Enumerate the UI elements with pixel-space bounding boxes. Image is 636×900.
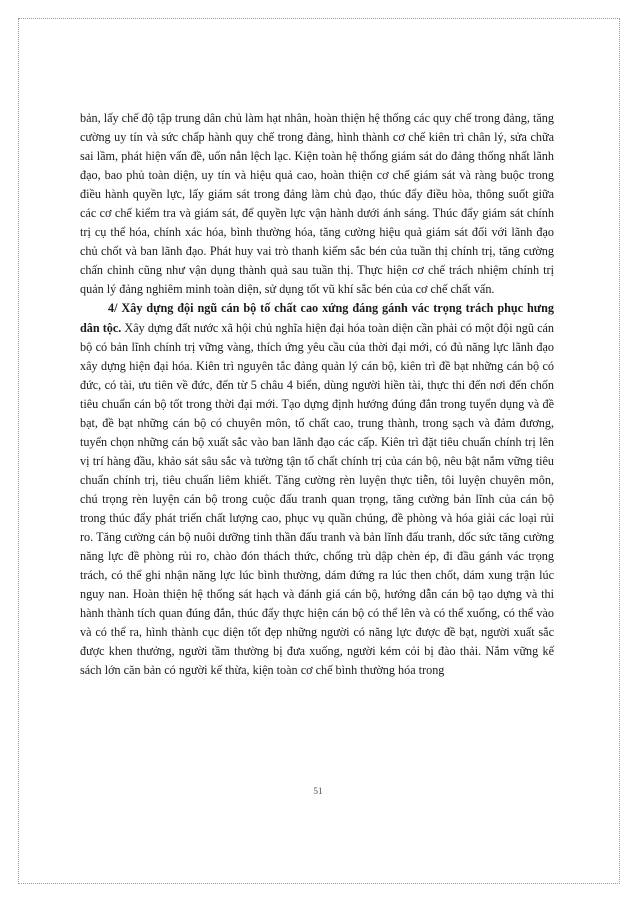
page-number: 51	[313, 787, 323, 797]
paragraph-supervision: bản, lấy chế độ tập trung dân chủ làm hạt nhân, hoàn thiện hệ thống các quy chế trong đảng, tăng cường uy tín và sức chấp hành quy chế trong đảng, hình thành cơ chế kiên trì chân lý, sửa chữa sai lầm, phát hiện vấn đề, uốn nắn lệch lạc. Kiện toàn hệ thống giám sát do đảng thống nhất lãnh đạo, bao phủ toàn diện, uy tín và hiệu quả cao, hoàn thiện cơ chế giám sát và ràng buộc trong điều hành quyền lực, lấy giám sát trong đảng làm chủ đạo, thúc đẩy điều hòa, thông suốt giữa các cơ chế kiểm tra và giám sát, để quyền lực vận hành dưới ánh sáng. Thúc đẩy giám sát chính trị cụ thể hóa, chính xác hóa, bình thường hóa, tăng cường hiệu quả giám sát đối với lãnh đạo chủ chốt và ban lãnh đạo. Phát huy vai trò thanh kiếm sắc bén của tuần thị chính trị, tăng cường chấn chỉnh cũng như vận dụng thành quả sau tuần thị. Thực hiện cơ chế trách nhiệm chính trị quản lý đảng nghiêm minh toàn diện, sử dụng tốt vũ khí sắc bén của cơ chế chất vấn.	[80, 111, 554, 297]
document-body	[80, 109, 554, 680]
paragraph-cadre-team	[80, 299, 554, 680]
section-heading: 4/ Xây dựng đội ngũ cán bộ tố chất cao xứng đáng gánh vác trọng trách phục hưng dân tộc.	[80, 301, 554, 335]
paragraph-text: Xây dựng đất nước xã hội chủ nghĩa hiện đại hóa toàn diện cần phải có một đội ngũ cán bộ có bản lĩnh chính trị vững vàng, thích ứng yêu cầu của thời đại mới, có đủ năng lực lãnh đạo xây dựng hiện đại hóa. Kiên trì nguyên tắc đảng quản lý cán bộ, kiên trì đề bạt những cán bộ có đức, có tài, ưu tiên về đức, đến từ 5 châu 4 biển, dùng người hiền tài, thực thi đến nơi đến chốn tiêu chuẩn cán bộ tốt trong thời đại mới. Tạo dựng định hướng đúng đắn trong tuyển dụng và đề bạt, đề bạt những cán bộ có chuyên môn, tố chất cao, trung thành, trong sạch và đảm đương, tuyển chọn những cán bộ xuất sắc vào ban lãnh đạo các cấp. Kiên trì đặt tiêu chuẩn chính trị lên vị trí hàng đầu, khảo sát sâu sắc và tường tận tố chất chính trị của cán bộ, nêu bật nắm vững tiêu chuẩn chính trị, tiêu chuẩn liêm khiết. Tăng cường rèn luyện thực tiễn, tôi luyện chuyên môn, chú trọng rèn luyện cán bộ trong cuộc đấu tranh quan trọng, tăng cường bản lĩnh của cán bộ trong thúc đẩy phát triển chất lượng cao, phục vụ quần chúng, đề phòng và hóa giải các loại rủi ro. Tăng cường cán bộ nuôi dưỡng tinh thần đấu tranh và bản lĩnh đấu tranh, dốc sức tăng cường năng lực đề phòng rủi ro, chào đón thách thức, chống trù dập chèn ép, đi đầu gánh vác trọng trách, có thể ghi nhận năng lực lúc bình thường, dám đứng ra lúc then chốt, dám xung trận lúc nguy nan. Hoàn thiện hệ thống sát hạch và đánh giá cán bộ, hướng dẫn cán bộ tạo dựng và thi hành thành tích quan đúng đắn, thúc đẩy thực hiện cán bộ có thể lên và có thể xuống, có thể vào và có thể ra, hình thành cục diện tốt đẹp những người có năng lực được đề bạt, người xuất sắc được khen thưởng, người tầm thường bị đưa xuống, người kém cỏi bị đào thải. Nắm vững kế sách lớn căn bản có người kế thừa, kiện toàn cơ chế bình thường hóa trong	[80, 320, 554, 678]
